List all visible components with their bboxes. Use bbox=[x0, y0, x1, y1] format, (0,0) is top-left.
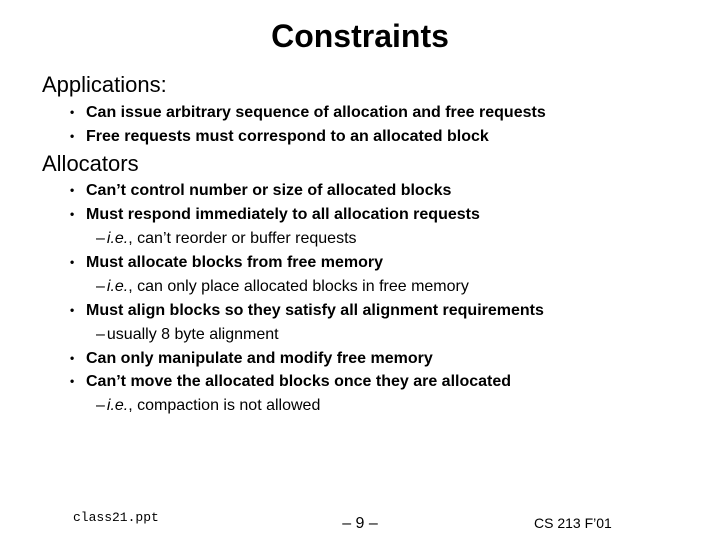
footer-course-label: CS 213 F’01 bbox=[534, 515, 612, 531]
sub-italic: i.e. bbox=[106, 397, 129, 414]
bullet-item bbox=[70, 254, 383, 272]
bullet-dot: • bbox=[70, 303, 75, 317]
slide-title: Constraints bbox=[271, 18, 449, 54]
section-heading-allocators: Allocators bbox=[42, 151, 139, 176]
bullet-text: Can’t control number or size of allocated blocks bbox=[86, 182, 452, 199]
footer-page-number: – 9 – bbox=[342, 515, 378, 532]
sub-item bbox=[96, 278, 469, 296]
bullet-text: Can issue arbitrary sequence of allocation and free requests bbox=[86, 104, 546, 121]
bullet-dot: • bbox=[70, 351, 75, 365]
footer-filename: class21.ppt bbox=[73, 510, 159, 525]
sub-text: , can’t reorder or buffer requests bbox=[128, 230, 357, 247]
sub-item bbox=[96, 397, 320, 415]
bullet-dot: • bbox=[70, 129, 75, 143]
bullet-dot: • bbox=[70, 183, 75, 197]
bullet-dot: • bbox=[70, 374, 75, 388]
sub-dash: – bbox=[96, 278, 105, 295]
bullet-item bbox=[70, 206, 480, 224]
sub-item bbox=[96, 230, 357, 248]
bullet-text: Free requests must correspond to an allocated block bbox=[86, 128, 489, 145]
sub-text: usually 8 byte alignment bbox=[106, 326, 279, 343]
bullet-item bbox=[70, 373, 511, 391]
sub-italic: i.e. bbox=[106, 278, 129, 295]
sub-text: , can only place allocated blocks in free memory bbox=[128, 278, 469, 295]
bullet-dot: • bbox=[70, 207, 75, 221]
sub-italic: i.e. bbox=[106, 230, 129, 247]
bullet-item bbox=[70, 128, 489, 146]
bullet-text: Can’t move the allocated blocks once they are allocated bbox=[86, 373, 512, 390]
bullet-dot: • bbox=[70, 105, 75, 119]
sub-dash: – bbox=[96, 230, 105, 247]
bullet-item bbox=[70, 182, 451, 200]
bullet-item bbox=[70, 350, 433, 368]
sub-dash: – bbox=[96, 326, 105, 343]
bullet-text: Must respond immediately to all allocation requests bbox=[86, 206, 480, 223]
bullet-item bbox=[70, 104, 546, 122]
bullet-text: Can only manipulate and modify free memory bbox=[86, 350, 433, 367]
bullet-dot: • bbox=[70, 255, 75, 269]
sub-item bbox=[96, 326, 279, 344]
bullet-item bbox=[70, 302, 544, 320]
bullet-text: Must allocate blocks from free memory bbox=[86, 254, 383, 271]
section-heading-applications: Applications: bbox=[42, 72, 167, 97]
sub-text: , compaction is not allowed bbox=[128, 397, 321, 414]
sub-dash: – bbox=[96, 397, 105, 414]
bullet-text: Must align blocks so they satisfy all alignment requirements bbox=[86, 302, 544, 319]
